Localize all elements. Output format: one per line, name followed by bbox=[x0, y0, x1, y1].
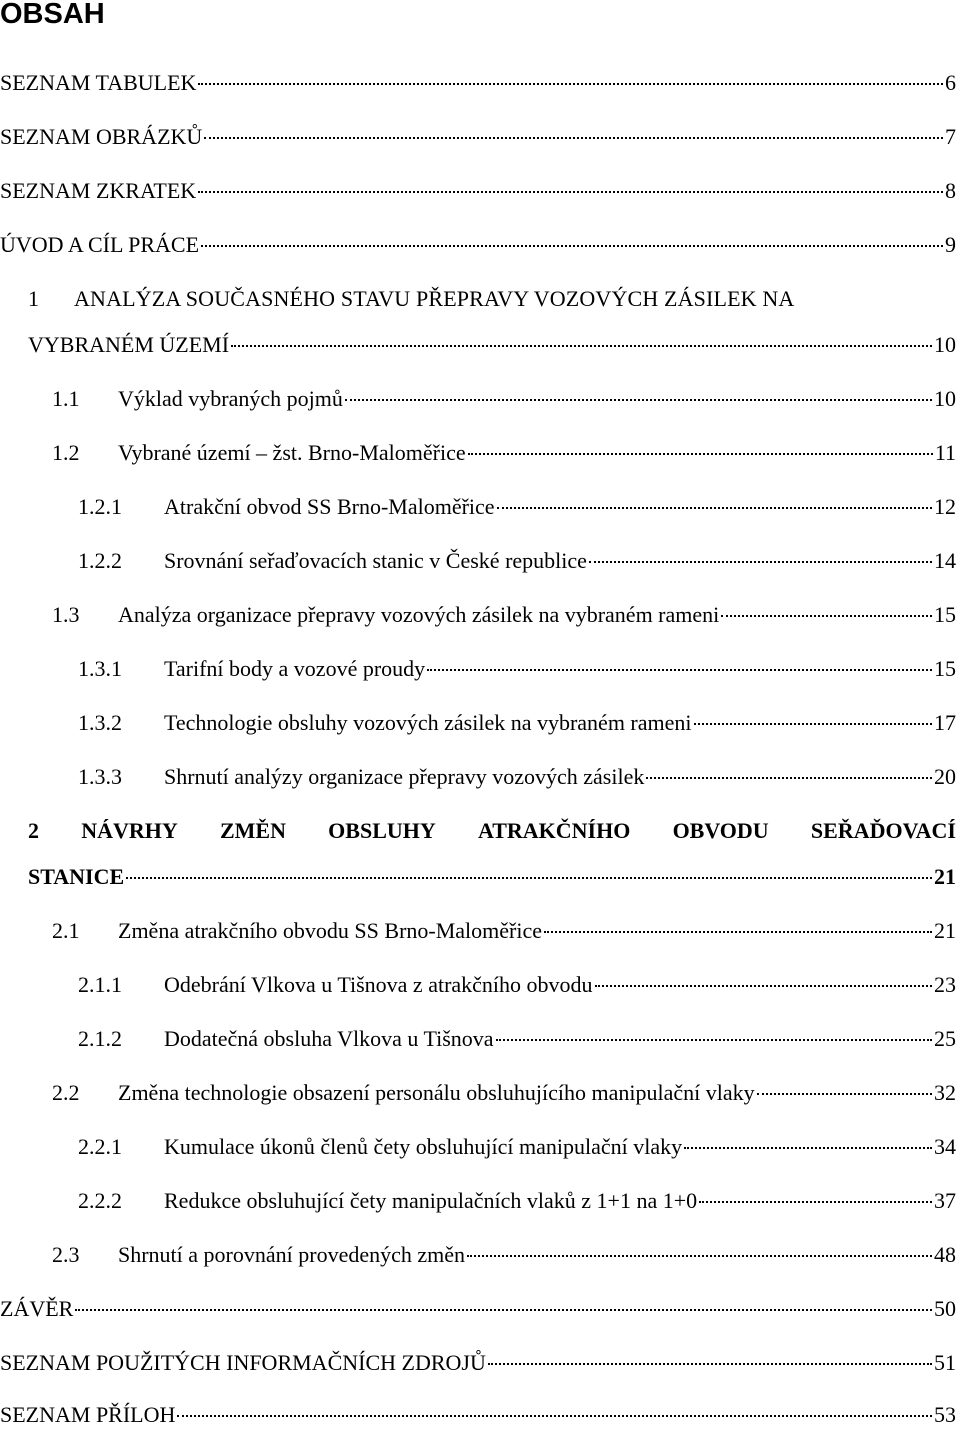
toc-page-number: 25 bbox=[934, 1026, 956, 1051]
toc-entry-number: 2.1.1 bbox=[78, 972, 122, 997]
toc-entry-label: ÚVOD A CÍL PRÁCE bbox=[0, 232, 200, 257]
toc-entry-1-3[interactable] bbox=[52, 600, 956, 630]
toc-leader bbox=[721, 615, 932, 617]
toc-entry-2-1-2[interactable] bbox=[78, 1024, 956, 1054]
toc-entry-number: 1.3.3 bbox=[78, 764, 122, 789]
toc-leader bbox=[757, 1093, 932, 1095]
toc-page-number: 53 bbox=[934, 1402, 956, 1427]
toc-leader bbox=[595, 985, 932, 987]
toc-leader bbox=[231, 345, 932, 347]
toc-leader bbox=[488, 1363, 932, 1365]
toc-entry-chapter-1-line2[interactable] bbox=[28, 330, 956, 360]
toc-entry-number: 1.2.2 bbox=[78, 548, 122, 573]
toc-entry-label: Atrakční obvod SS Brno-Maloměřice bbox=[164, 494, 495, 519]
toc-entry-2-3[interactable] bbox=[52, 1240, 956, 1270]
toc-entry-label: Technologie obsluhy vozových zásilek na vybraném rameni bbox=[164, 710, 692, 735]
toc-entry-label: Redukce obsluhující čety manipulačních vlaků z 1+1 na 1+0 bbox=[164, 1188, 698, 1213]
toc-leader bbox=[684, 1147, 932, 1149]
toc-leader bbox=[544, 931, 932, 933]
toc-entry-label: SEZNAM POUŽITÝCH INFORMAČNÍCH ZDROJŮ bbox=[0, 1350, 486, 1375]
toc-entry-label: Vybrané území – žst. Brno-Maloměřice bbox=[118, 440, 466, 465]
toc-entry-word: OBSLUHY bbox=[328, 818, 436, 843]
toc-leader bbox=[75, 1309, 932, 1311]
toc-page-number: 15 bbox=[934, 656, 956, 681]
toc-entry-2-2-1[interactable] bbox=[78, 1132, 956, 1162]
toc-page-number: 12 bbox=[934, 494, 956, 519]
toc-entry-number: 2.2.1 bbox=[78, 1134, 122, 1159]
toc-leader bbox=[204, 137, 943, 139]
toc-entry-prilohy[interactable] bbox=[0, 1400, 956, 1430]
toc-entry-number: 2 bbox=[28, 818, 39, 843]
toc-leader bbox=[694, 723, 932, 725]
toc-entry-2-2-2[interactable] bbox=[78, 1186, 956, 1216]
toc-entry-1-2[interactable] bbox=[52, 438, 956, 468]
toc-entry-1-2-2[interactable] bbox=[78, 546, 956, 576]
toc-entry-1-3-2[interactable] bbox=[78, 708, 956, 738]
toc-entry-label: Shrnutí a porovnání provedených změn bbox=[118, 1242, 466, 1267]
toc-entry-number: 2.2.2 bbox=[78, 1188, 122, 1213]
toc-entry-label: SEZNAM PŘÍLOH bbox=[0, 1402, 176, 1427]
toc-entry-zdroje[interactable] bbox=[0, 1348, 956, 1378]
toc-entry-uvod[interactable] bbox=[0, 230, 956, 260]
toc-entry-number: 1.2.1 bbox=[78, 494, 122, 519]
toc-entry-2-1-1[interactable] bbox=[78, 970, 956, 1000]
toc-entry-word: OBVODU bbox=[672, 818, 769, 843]
toc-entry-label: Změna technologie obsazení personálu obsluhujícího manipulační vlaky bbox=[118, 1080, 755, 1105]
toc-page-number: 32 bbox=[934, 1080, 956, 1105]
toc-entry-label: Výklad vybraných pojmů bbox=[118, 386, 343, 411]
toc-entry-2-1[interactable] bbox=[52, 916, 956, 946]
toc-page-number: 8 bbox=[945, 178, 956, 203]
toc-page-number: 7 bbox=[945, 124, 956, 149]
toc-entry-label: SEZNAM OBRÁZKŮ bbox=[0, 124, 203, 149]
toc-entry-word: ZMĚN bbox=[219, 818, 286, 843]
toc-entry-label: STANICE bbox=[28, 864, 125, 889]
toc-entry-label: Srovnání seřaďovacích stanic v České republice bbox=[164, 548, 587, 573]
toc-entry-word: NÁVRHY bbox=[81, 818, 178, 843]
toc-entry-label: Shrnutí analýzy organizace přepravy vozových zásilek bbox=[164, 764, 645, 789]
toc-entry-1-1[interactable] bbox=[52, 384, 956, 414]
toc-page-number: 14 bbox=[934, 548, 956, 573]
toc-entry-seznam-tabulek[interactable] bbox=[0, 68, 956, 98]
toc-entry-1-2-1[interactable] bbox=[78, 492, 956, 522]
toc-entry-1-3-1[interactable] bbox=[78, 654, 956, 684]
toc-entry-number: 2.1 bbox=[52, 918, 80, 943]
toc-leader bbox=[198, 191, 943, 193]
toc-entry-number: 1.1 bbox=[52, 386, 80, 411]
toc-entry-label: Změna atrakčního obvodu SS Brno-Maloměřice bbox=[118, 918, 543, 943]
toc-page-number: 34 bbox=[934, 1134, 956, 1159]
toc-entry-chapter-2-line2[interactable] bbox=[28, 862, 956, 892]
toc-entry-word: SEŘAĎOVACÍ bbox=[810, 818, 956, 843]
toc-page-number: 37 bbox=[934, 1188, 956, 1213]
toc-page-number: 51 bbox=[934, 1350, 956, 1375]
toc-entry-seznam-zkratek[interactable] bbox=[0, 176, 956, 206]
toc-leader bbox=[201, 245, 943, 247]
toc-page-number: 6 bbox=[945, 70, 956, 95]
toc-entry-number: 1 bbox=[28, 286, 39, 311]
toc-entry-label: ANALÝZA SOUČASNÉHO STAVU PŘEPRAVY VOZOVÝCH ZÁSILEK NA bbox=[74, 286, 795, 311]
toc-page-number: 10 bbox=[934, 386, 956, 411]
toc-entry-number: 2.1.2 bbox=[78, 1026, 122, 1051]
toc-page-number: 21 bbox=[934, 918, 956, 943]
toc-entry-number: 1.3.2 bbox=[78, 710, 122, 735]
toc-entry-number: 1.2 bbox=[52, 440, 80, 465]
toc-leader bbox=[496, 1039, 932, 1041]
toc-page-number: 23 bbox=[934, 972, 956, 997]
toc-entry-number: 2.2 bbox=[52, 1080, 80, 1105]
toc-page-number: 9 bbox=[945, 232, 956, 257]
toc-entry-label: Tarifní body a vozové proudy bbox=[164, 656, 426, 681]
toc-entry-number: 2.3 bbox=[52, 1242, 80, 1267]
toc-page-number: 11 bbox=[934, 440, 956, 465]
toc-leader bbox=[345, 399, 932, 401]
toc-leader bbox=[646, 777, 932, 779]
toc-entry-label: SEZNAM ZKRATEK bbox=[0, 178, 197, 203]
toc-entry-label: Kumulace úkonů členů čety obsluhující manipulační vlaky bbox=[164, 1134, 683, 1159]
toc-leader bbox=[497, 507, 932, 509]
toc-entry-1-3-3[interactable] bbox=[78, 762, 956, 792]
toc-leader bbox=[427, 669, 932, 671]
toc-leader bbox=[198, 83, 943, 85]
toc-entry-label: VYBRANÉM ÚZEMÍ bbox=[28, 332, 230, 357]
toc-entry-label: Dodatečná obsluha Vlkova u Tišnova bbox=[164, 1026, 494, 1051]
toc-entry-seznam-obrazku[interactable] bbox=[0, 122, 956, 152]
toc-leader bbox=[468, 453, 933, 455]
toc-leader bbox=[589, 561, 932, 563]
toc-page-number: 10 bbox=[934, 332, 956, 357]
toc-page-number: 20 bbox=[934, 764, 956, 789]
toc-entry-number: 1.3.1 bbox=[78, 656, 122, 681]
toc-leader bbox=[699, 1201, 932, 1203]
toc-page-number: 50 bbox=[934, 1296, 956, 1321]
toc-leader bbox=[177, 1415, 932, 1417]
toc-entry-chapter-1-line1[interactable] bbox=[28, 284, 956, 314]
toc-entry-chapter-2-line1[interactable] bbox=[28, 816, 956, 846]
toc-entry-number: 1.3 bbox=[52, 602, 80, 627]
toc-entry-label: ZÁVĚR bbox=[0, 1296, 74, 1321]
toc-entry-label: Odebrání Vlkova u Tišnova z atrakčního obvodu bbox=[164, 972, 593, 997]
toc-entry-zaver[interactable] bbox=[0, 1294, 956, 1324]
toc-page-number: 21 bbox=[934, 864, 956, 889]
toc-entry-label: SEZNAM TABULEK bbox=[0, 70, 197, 95]
toc-leader bbox=[467, 1255, 932, 1257]
toc-page-number: 48 bbox=[934, 1242, 956, 1267]
toc-leader bbox=[126, 877, 932, 879]
toc-page-number: 17 bbox=[934, 710, 956, 735]
page-title: OBSAH bbox=[0, 0, 105, 30]
toc-page-number: 15 bbox=[934, 602, 956, 627]
toc-entry-label: Analýza organizace přepravy vozových zásilek na vybraném rameni bbox=[118, 602, 720, 627]
toc-entry-2-2[interactable] bbox=[52, 1078, 956, 1108]
toc-entry-word: ATRAKČNÍHO bbox=[477, 818, 631, 843]
